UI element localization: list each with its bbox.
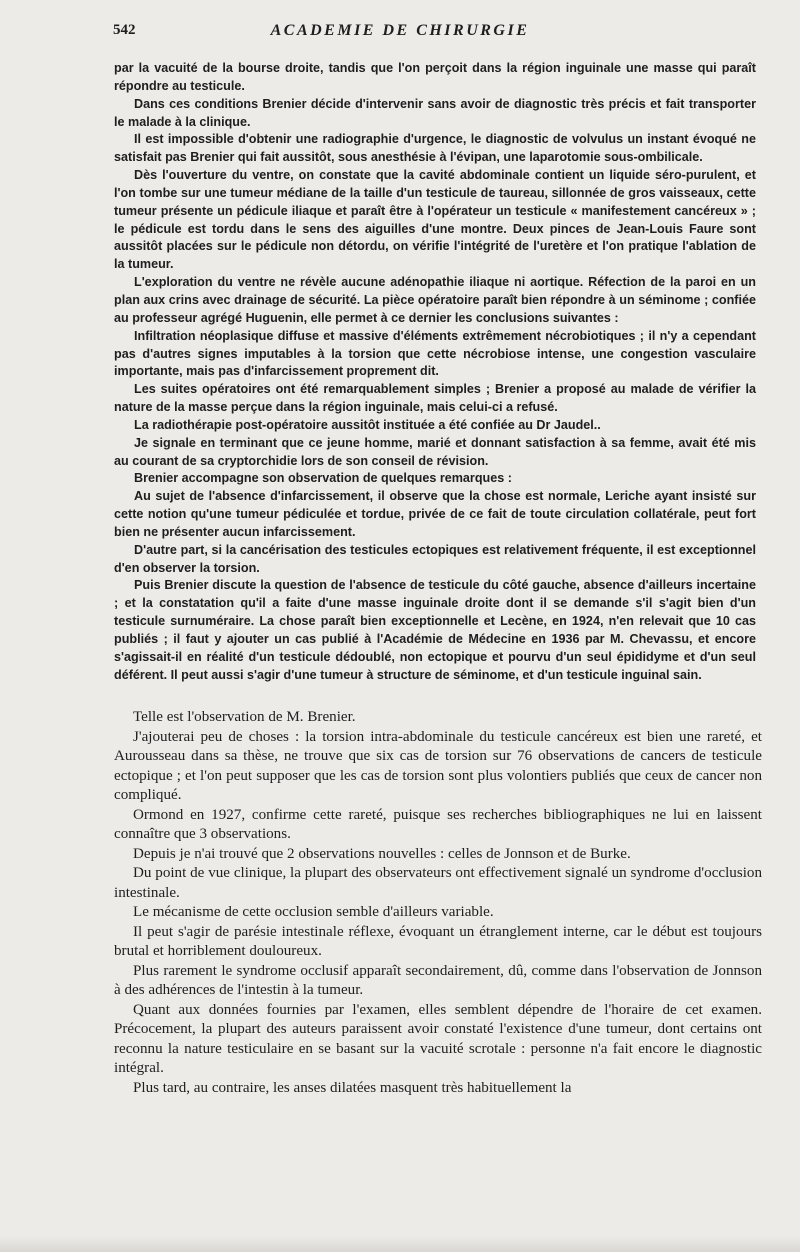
paragraph: Plus rarement le syndrome occlusif apparaît secondairement, dû, comme dans l'observation de Jonnson à des adhérences de l'intestin à la tumeur. [114,962,762,998]
paragraph: Du point de vue clinique, la plupart des observateurs ont effectivement signalé un syndrome d'occlusion intestinale. [114,865,762,901]
paragraph: Depuis je n'ai trouvé que 2 observations nouvelles : celles de Jonnson et de Burke. [133,845,631,862]
paragraph: Dans ces conditions Brenier décide d'intervenir sans avoir de diagnostic très précis et fait transporter le malade à la clinique. [114,96,756,129]
paragraph: Ormond en 1927, confirme cette rareté, puisque ses recherches bibliographiques ne lui en laissent connaître que 3 observations. [114,806,762,842]
paragraph: Il peut s'agir de parésie intestinale réflexe, évoquant un étranglement interne, car le début est toujours brutal et horriblement douloureux. [114,923,762,959]
commentary-text [114,708,762,1098]
page-header [0,22,800,46]
paragraph: Infiltration néoplasique diffuse et massive d'éléments extrêmement nécrobiotiques ; il n'y a cependant pas d'autres signes imputables à la torsion que cette nécrobiose intense, une congestion vasculaire importante, mais pas d'infarcissement proprement dit. [114,328,756,379]
observation-text [114,60,756,685]
running-title: ACADEMIE DE CHIRURGIE [270,22,530,39]
paragraph: L'exploration du ventre ne révèle aucune adénopathie iliaque ni aortique. Réfection de la paroi en un plan aux crins avec drainage de sécurité. La pièce opératoire paraît bien répondre à un séminome ; confiée au professeur agrégé Huguenin, elle permet à ce dernier les conclusions suivantes : [114,275,756,325]
paragraph: Quant aux données fournies par l'examen, elles semblent dépendre de l'horaire de cet examen. Précocement, la plupart des auteurs paraissent avoir constaté l'existence d'une tumeur, dont certains ont reconnu la nature testiculaire en se basant sur la vacuité scrotale : personne n'a fait encore le diagnostic intégral. [114,1001,762,1076]
paragraph: Dès l'ouverture du ventre, on constate que la cavité abdominale contient un liquide séro-purulent, et l'on tombe sur une tumeur médiane de la taille d'un testicule de taureau, sillonnée de gros vaisseaux, cette tumeur présente un pédicule iliaque et paraît être à l'opérateur un testicule « manifestement cancéreux » ; le pédicule est tordu dans le sens des aiguilles d'une montre. Deux pinces de Jean-Louis Faure sont aussitôt placées sur le pédicule non détordu, on vérifie l'intégrité de l'uretère et l'on pratique l'ablation de la tumeur. [114,168,756,272]
paragraph: Les suites opératoires ont été remarquablement simples ; Brenier a proposé au malade de vérifier la nature de la masse perçue dans la région inguinale, mais celui-ci a refusé. [114,382,756,415]
paragraph: Le mécanisme de cette occlusion semble d'ailleurs variable. [133,904,494,920]
paragraph: par la vacuité de la bourse droite, tandis que l'on perçoit dans la région inguinale une masse qui paraît répondre au testicule. [114,61,756,93]
paragraph: Brenier accompagne son observation de quelques remarques : [134,471,512,486]
paragraph: Telle est l'observation de M. Brenier. [133,709,356,725]
paragraph: Il est impossible d'obtenir une radiographie d'urgence, le diagnostic de volvulus un instant évoqué ne satisfait pas Brenier qui fait aussitôt, sous anesthésie à l'évipan, une laparotomie sous-ombilicale. [114,132,756,165]
page-edge [0,1236,800,1252]
paragraph: La radiothérapie post-opératoire aussitôt instituée a été confiée au Dr Jaudel.. [134,417,601,432]
paragraph: Au sujet de l'absence d'infarcissement, il observe que la chose est normale, Leriche ayant insisté sur cette notion qu'une tumeur pédiculée et tordue, privée de ce fait de toute circulation collatérale, peut fort bien ne présenter aucun infarcissement. [114,489,756,539]
paragraph: Puis Brenier discute la question de l'absence de testicule du côté gauche, absence d'ailleurs incertaine ; et la constatation qu'il a faite d'une masse inguinale droite dont il se demande s'il s'agit bien d'un testicule surnuméraire. La chose paraît bien exceptionnelle et Lecène, en 1924, n'en relevait que 10 cas publiés ; il faut y ajouter un cas publié à l'Académie de Médecine en 1936 par M. Chevassu, et encore s'agissait-il en réalité d'un testicule dédoublé, non ectopique et pourvu d'un seul épididyme et d'un seul déférent. Il peut aussi s'agir d'une tumeur à structure de séminome, et d'un testicule inguinal sain. [114,578,756,682]
page-number: 542 [113,22,136,38]
paragraph: Je signale en terminant que ce jeune homme, marié et donnant satisfaction à sa femme, avait été mis au courant de sa cryptorchidie lors de son conseil de révision. [114,435,756,468]
paragraph: D'autre part, si la cancérisation des testicules ectopiques est relativement fréquente, il est exceptionnel d'en observer la torsion. [114,542,756,575]
paragraph: J'ajouterai peu de choses : la torsion intra-abdominale du testicule cancéreux est bien une rareté, et Aurousseau dans sa thèse, ne trouve que six cas de torsion sur 76 observations de cancers de testicule ectopique ; et l'on peut supposer que les cas de torsion sont plus volontiers publiés que ceux de cancer non compliqué. [114,728,762,803]
paragraph: Plus tard, au contraire, les anses dilatées masquent très habituellement la [133,1079,572,1096]
